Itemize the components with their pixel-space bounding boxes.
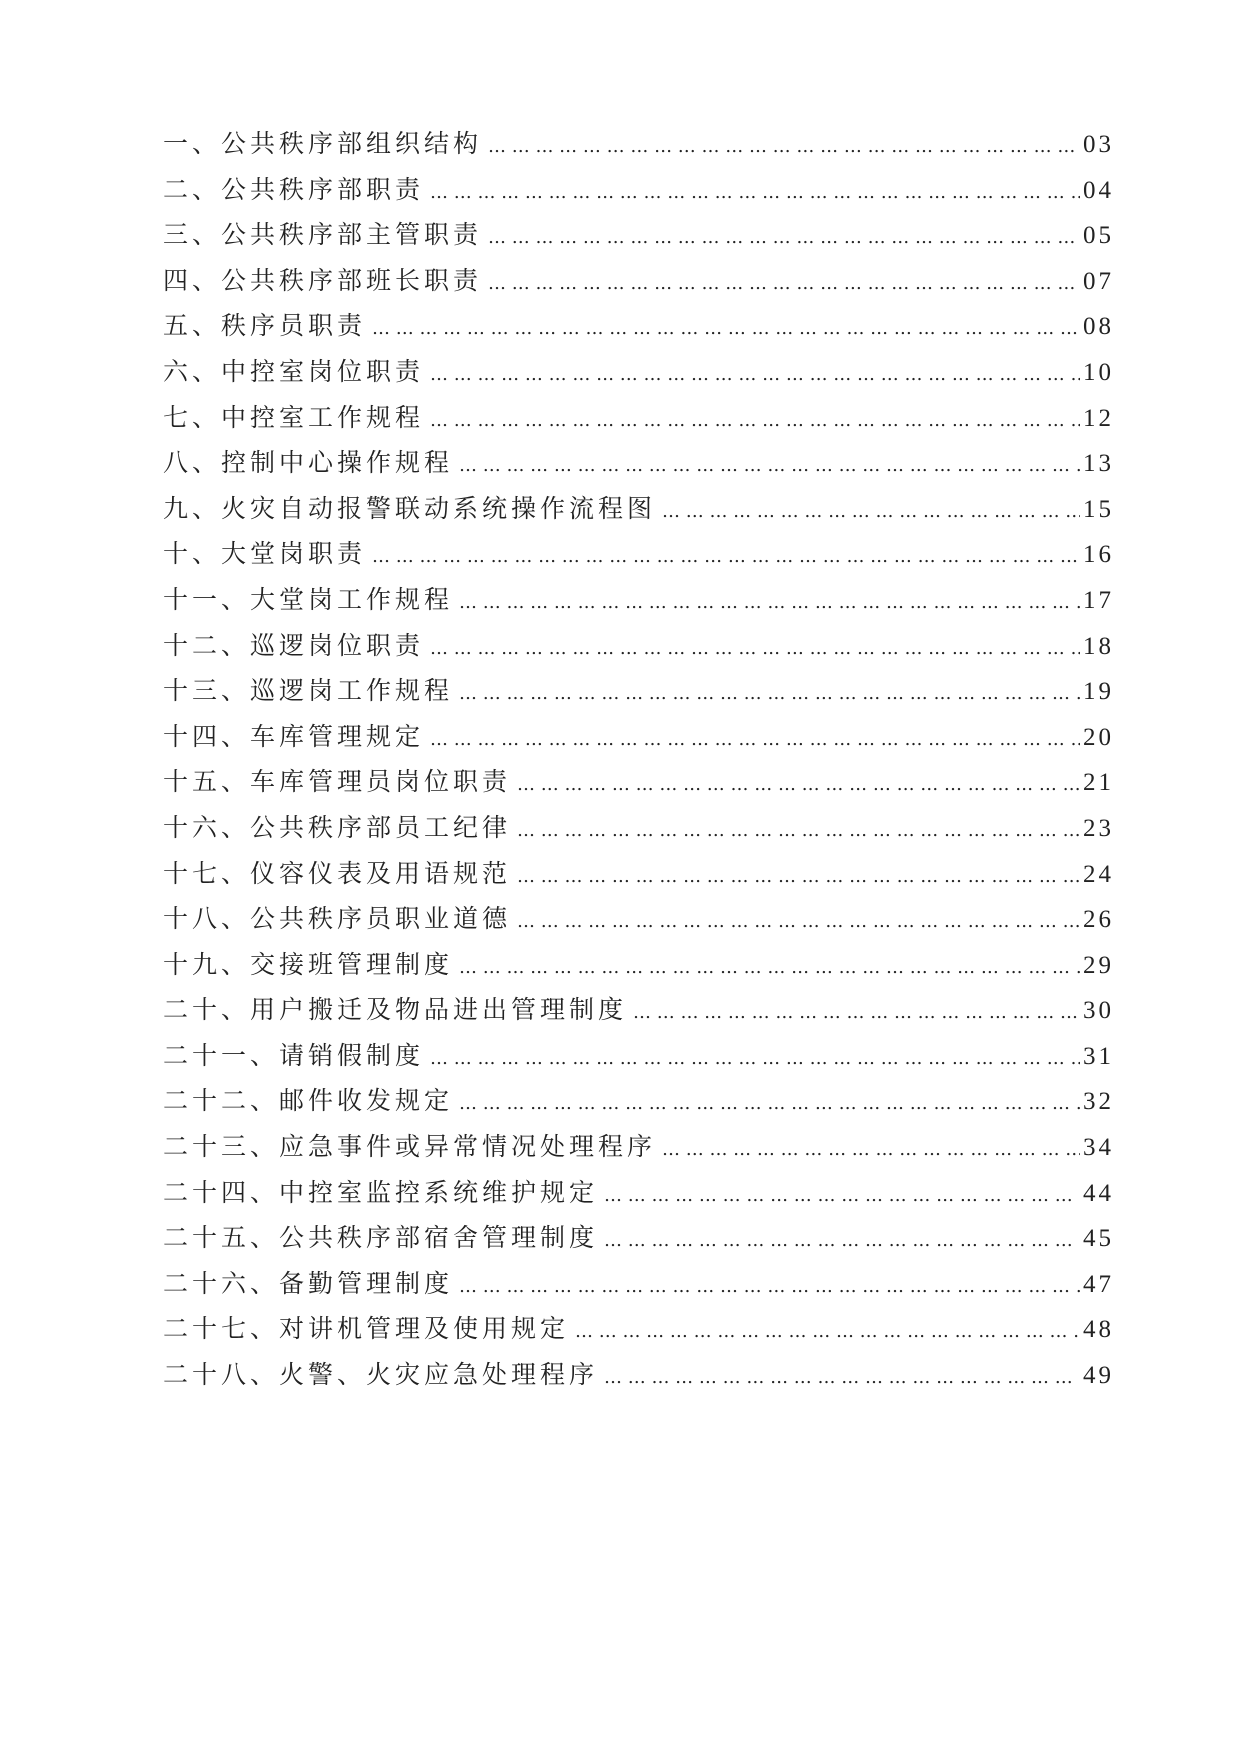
toc-entry-title: 十六、公共秩序部员工纪律 <box>163 812 512 842</box>
toc-entry-page: 26 <box>1083 906 1114 934</box>
toc-dot-leader <box>604 1185 1080 1206</box>
toc-dot-leader <box>517 866 1080 887</box>
toc-dot-leader <box>459 683 1080 704</box>
toc-entry[interactable] <box>163 626 1114 672</box>
toc-dot-leader <box>517 820 1080 841</box>
toc-entry[interactable] <box>163 762 1114 808</box>
toc-entry-title: 十九、交接班管理制度 <box>163 949 454 979</box>
toc-entry-title: 十二、巡逻岗位职责 <box>163 630 425 660</box>
toc-entry-title: 七、中控室工作规程 <box>163 402 425 432</box>
toc-entry-title: 五、秩序员职责 <box>163 311 367 341</box>
toc-entry-title: 二十三、应急事件或异常情况处理程序 <box>163 1132 657 1162</box>
toc-entry[interactable] <box>163 899 1114 945</box>
toc-entry-page: 03 <box>1083 131 1114 158</box>
toc-entry-page: 24 <box>1083 860 1114 888</box>
toc-entry-page: 20 <box>1083 723 1114 751</box>
toc-entry[interactable] <box>163 1127 1114 1173</box>
toc-entry-title: 十一、大堂岗工作规程 <box>163 584 454 614</box>
toc-dot-leader <box>430 364 1080 385</box>
toc-entry[interactable] <box>163 1173 1114 1219</box>
toc-dot-leader <box>575 1321 1080 1342</box>
toc-entry-page: 15 <box>1083 495 1114 523</box>
toc-entry[interactable] <box>163 945 1114 991</box>
toc-entry-title: 二十七、对讲机管理及使用规定 <box>163 1314 570 1344</box>
toc-entry-title: 二十五、公共秩序部宿舍管理制度 <box>163 1223 599 1253</box>
toc-entry-page: 12 <box>1083 404 1114 432</box>
toc-dot-leader <box>430 638 1080 659</box>
toc-dot-leader <box>430 1048 1080 1069</box>
toc-entry-page: 10 <box>1083 358 1114 386</box>
toc-entry-page: 49 <box>1083 1362 1114 1390</box>
toc-entry-title: 二十一、请销假制度 <box>163 1040 425 1070</box>
toc-entry-page: 31 <box>1083 1042 1114 1070</box>
toc-entry-title: 十八、公共秩序员职业道德 <box>163 904 512 934</box>
toc-entry-title: 八、控制中心操作规程 <box>163 448 454 478</box>
toc-entry[interactable] <box>163 443 1114 489</box>
toc-dot-leader <box>517 911 1080 932</box>
toc-dot-leader <box>488 227 1080 248</box>
toc-dot-leader <box>459 1093 1080 1114</box>
toc-entry-page: 34 <box>1083 1134 1114 1162</box>
toc-entry[interactable] <box>163 489 1114 535</box>
toc-dot-leader <box>517 774 1080 795</box>
toc-dot-leader <box>662 501 1080 522</box>
toc-entry-title: 十四、车库管理规定 <box>163 721 425 751</box>
toc-dot-leader <box>459 455 1080 476</box>
toc-entry-title: 九、火灾自动报警联动系统操作流程图 <box>163 493 657 523</box>
toc-entry[interactable] <box>163 717 1114 763</box>
toc-entry-title: 二十四、中控室监控系统维护规定 <box>163 1177 599 1207</box>
toc-entry[interactable] <box>163 854 1114 900</box>
toc-entry-page: 48 <box>1083 1316 1114 1344</box>
toc-entry-page: 29 <box>1083 951 1114 979</box>
toc-entry[interactable] <box>163 306 1114 352</box>
toc-entry[interactable] <box>163 1264 1114 1310</box>
toc-entry-page: 17 <box>1083 586 1114 614</box>
toc-entry-title: 二十、用户搬迁及物品进出管理制度 <box>163 995 628 1025</box>
toc-entry[interactable] <box>163 1309 1114 1355</box>
toc-dot-leader <box>430 729 1080 750</box>
toc-entry-title: 六、中控室岗位职责 <box>163 356 425 386</box>
toc-entry-page: 21 <box>1083 769 1114 797</box>
toc-dot-leader <box>372 546 1080 567</box>
toc-entry[interactable] <box>163 580 1114 626</box>
toc-entry-title: 十五、车库管理员岗位职责 <box>163 767 512 797</box>
toc-entry-page: 30 <box>1083 997 1114 1025</box>
toc-entry[interactable] <box>163 1036 1114 1082</box>
toc-entry[interactable] <box>163 1081 1114 1127</box>
toc-entry[interactable] <box>163 1355 1114 1401</box>
toc-entry-title: 三、公共秩序部主管职责 <box>163 220 483 250</box>
toc-dot-leader <box>604 1367 1080 1388</box>
toc-dot-leader <box>488 273 1080 294</box>
toc-entry[interactable] <box>163 398 1114 444</box>
toc-entry[interactable] <box>163 215 1114 261</box>
toc-entry-page: 44 <box>1083 1179 1114 1207</box>
toc-entry[interactable] <box>163 261 1114 307</box>
toc-entry-page: 05 <box>1083 222 1114 250</box>
toc-entry-title: 四、公共秩序部班长职责 <box>163 265 483 295</box>
toc-entry-page: 08 <box>1083 313 1114 341</box>
toc-dot-leader <box>488 136 1080 157</box>
toc-entry[interactable] <box>163 990 1114 1036</box>
toc-entry-title: 十、大堂岗职责 <box>163 539 367 569</box>
toc-entry[interactable] <box>163 534 1114 580</box>
toc-entry-title: 二十八、火警、火灾应急处理程序 <box>163 1360 599 1390</box>
toc-entry[interactable] <box>163 124 1114 170</box>
toc-entry-page: 23 <box>1083 814 1114 842</box>
toc-entry-page: 19 <box>1083 678 1114 706</box>
toc-entry[interactable] <box>163 170 1114 216</box>
table-of-contents <box>163 124 1114 1401</box>
toc-entry-title: 二、公共秩序部职责 <box>163 174 425 204</box>
toc-dot-leader <box>604 1230 1080 1251</box>
toc-dot-leader <box>372 318 1080 339</box>
toc-dot-leader <box>633 1002 1080 1023</box>
toc-dot-leader <box>430 182 1080 203</box>
toc-entry[interactable] <box>163 1218 1114 1264</box>
toc-entry-title: 十七、仪容仪表及用语规范 <box>163 858 512 888</box>
toc-entry-title: 二十六、备勤管理制度 <box>163 1268 454 1298</box>
toc-entry[interactable] <box>163 352 1114 398</box>
toc-entry-page: 13 <box>1083 450 1114 478</box>
toc-entry-page: 04 <box>1083 176 1114 204</box>
toc-entry-page: 16 <box>1083 541 1114 569</box>
toc-entry[interactable] <box>163 808 1114 854</box>
toc-entry-page: 45 <box>1083 1225 1114 1253</box>
toc-dot-leader <box>459 957 1080 978</box>
toc-dot-leader <box>459 1276 1080 1297</box>
toc-entry-page: 47 <box>1083 1270 1114 1298</box>
toc-dot-leader <box>662 1139 1080 1160</box>
toc-entry-title: 一、公共秩序部组织结构 <box>163 129 483 158</box>
toc-entry-title: 二十二、邮件收发规定 <box>163 1086 454 1116</box>
toc-entry-page: 32 <box>1083 1088 1114 1116</box>
toc-entry-page: 07 <box>1083 267 1114 295</box>
toc-dot-leader <box>430 410 1080 431</box>
toc-entry-page: 18 <box>1083 632 1114 660</box>
toc-dot-leader <box>459 592 1080 613</box>
toc-entry-title: 十三、巡逻岗工作规程 <box>163 676 454 706</box>
toc-entry[interactable] <box>163 671 1114 717</box>
